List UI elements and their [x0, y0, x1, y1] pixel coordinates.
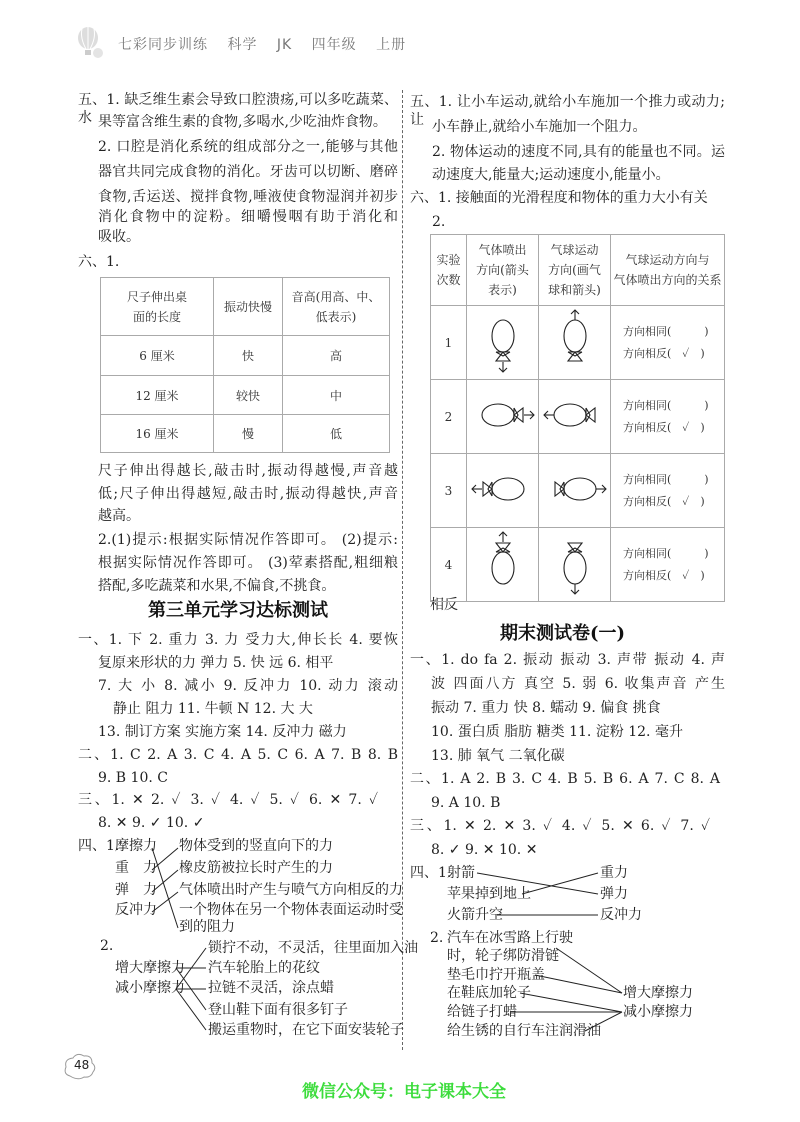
page-number: 48 [74, 1058, 90, 1072]
header-line: 方向(画气 [548, 263, 601, 277]
section-label: 2. [430, 930, 444, 946]
same-direction-option: 方向相同( ) [623, 546, 709, 560]
edition: JK [276, 37, 293, 53]
match-left-item: 给链子打蜡 [447, 1004, 517, 1020]
gas-direction-diagram-icon [468, 454, 538, 524]
answer-line: 五、1. 让小车运动,就给小车施加一个推力或动力;让 [410, 94, 725, 128]
grade: 四年级 [311, 37, 357, 53]
table-row: 16 厘米 慢 低 [101, 415, 390, 453]
answer-line: 动速度大,能量大;运动速度小,能量小。 [432, 167, 670, 183]
match-right-item: 增大摩擦力 [623, 985, 693, 1001]
match-left-item: 时，轮子绑防滑链 [447, 948, 559, 964]
answer-line: 六、1. 接触面的光滑程度和物体的重力大小有关 [410, 190, 708, 206]
table-row [431, 454, 725, 528]
answer-line: 13. 肺 氧气 二氧化碳 [431, 748, 565, 764]
header-line: 音高(用高、中、 [291, 289, 381, 304]
match-line [535, 975, 622, 993]
unit-test-title: 第三单元学习达标测试 [148, 600, 328, 621]
table-row: 6 厘米 快 高 [101, 336, 390, 376]
match-line [556, 948, 622, 993]
answer-line: 2. [432, 214, 446, 230]
match-left-item: 摩擦力 [115, 838, 157, 854]
answer-line: 2.(1)提示:根据实际情况作答即可。 (2)提示: [98, 532, 398, 548]
match-left-item: 重 力 [115, 860, 157, 876]
answer-line: 9. B 10. C [98, 770, 168, 786]
section-label: 2. [100, 938, 114, 954]
header-line: 尺子伸出桌 [126, 289, 187, 304]
gas-direction-cell [467, 528, 539, 602]
header-line: 气球运动方向与 [625, 253, 710, 267]
answer-line: 三、1. ✕ 2. ✓ 3. ✓ 4. ✓ 5. ✓ 6. ✕ 7. ✓ [78, 792, 378, 808]
answer-line: 小车静止,就给小车施加一个阻力。 [432, 119, 647, 135]
same-direction-option: 方向相同( ) [623, 324, 709, 338]
header-line: 球和箭头) [548, 283, 601, 297]
same-direction-option: 方向相同( ) [623, 472, 709, 486]
answer-line: 尺子伸出得越长,敲击时,振动得越慢,声音越 [98, 463, 398, 479]
final-exam-title: 期末测试卷(一) [500, 623, 626, 644]
answer-line: 一、1. do fa 2. 振动 振动 3. 声带 振动 4. 声 [410, 652, 725, 668]
header-line: 方向(箭头 [476, 263, 529, 277]
header-line: 气体喷出方向的关系 [613, 273, 722, 287]
answer-line: 复原来形状的力 弹力 5. 快 远 6. 相平 [98, 655, 334, 671]
match-left-item: 垫毛巾拧开瓶盖 [447, 967, 545, 983]
match-right-item: 橡皮筋被拉长时产生的力 [179, 860, 333, 876]
answer-line: 13. 制订方案 实施方案 14. 反冲力 磁力 [98, 724, 347, 740]
match-right-item: 汽车轮胎上的花纹 [208, 960, 320, 976]
trial-number: 3 [431, 454, 467, 528]
answer-line: 果等富含维生素的食物,多喝水,少吃油炸食物。 [98, 114, 387, 130]
answer-line: 8. ✕ 9. ✓ 10. ✓ [98, 815, 205, 831]
match-left-item: 在鞋底加轮子 [447, 985, 531, 1001]
opposite-direction-option: 方向相反( ✓ ) [623, 420, 705, 434]
answer-line: 8. ✓ 9. ✕ 10. ✕ [431, 842, 538, 858]
table-row [431, 528, 725, 602]
match-right-item: 减小摩擦力 [623, 1004, 693, 1020]
answer-line: 五、1. 缺乏维生素会导致口腔溃疡,可以多吃蔬菜、水 [78, 92, 398, 126]
opposite-direction-option: 方向相反( ✓ ) [623, 494, 705, 508]
answer-line: 食物,舌运送、搅拌食物,唾液使食物湿润并初步 [98, 189, 398, 205]
trial-number: 4 [431, 528, 467, 602]
answer-line: 10. 蛋白质 脂肪 糖类 11. 淀粉 12. 毫升 [431, 724, 683, 740]
table-header [101, 278, 214, 336]
match-right-item: 登山鞋下面有很多钉子 [208, 1002, 348, 1018]
balloon-motion-diagram-icon [540, 306, 610, 376]
answer-line: 2. 物体运动的速度不同,具有的能量也不同。运 [432, 144, 725, 160]
match-left-item: 火箭升空 [447, 907, 503, 923]
match-right-item: 拉链不灵活，涂点蜡 [208, 980, 334, 996]
section-label: 四、1. [78, 838, 120, 854]
match-left-item: 射箭 [447, 865, 475, 881]
opposite-direction-option: 方向相反( ✓ ) [623, 346, 705, 360]
answer-line: 器官共同完成食物的消化。牙齿可以切断、磨碎 [98, 164, 398, 180]
header-logo-icon [76, 26, 106, 64]
table-row: 12 厘米 较快 中 [101, 376, 390, 415]
section-label: 六、1. [78, 254, 120, 270]
match-left-item: 给生锈的自行车注润滑油 [447, 1023, 601, 1039]
table-header [431, 235, 467, 306]
match-right-item: 重力 [600, 865, 628, 881]
page-number-badge [62, 1050, 102, 1082]
balloon-motion-cell [539, 454, 611, 528]
table-header [611, 235, 725, 306]
volume: 上册 [376, 37, 407, 53]
balloon-motion-cell [539, 528, 611, 602]
match-left-item: 弹 力 [115, 882, 157, 898]
header-line: 低表示) [315, 309, 357, 324]
balloon-experiment-table [430, 234, 725, 602]
balloon-motion-diagram-icon [540, 454, 610, 524]
header-line: 次数 [436, 273, 461, 287]
answer-line: 低;尺子伸出得越短,敲击时,振动得越快,声音 [98, 486, 398, 502]
relation-cell [611, 454, 725, 528]
match-right-item: 物体受到的竖直向下的力 [179, 838, 333, 854]
table-header [539, 235, 611, 306]
balloon-motion-cell [539, 380, 611, 454]
match-right-item: 锁拧不动，不灵活，往里面加入油 [208, 940, 418, 956]
trial-number: 2 [431, 380, 467, 454]
match-left-item: 反冲力 [115, 902, 157, 918]
answer-line: 消化食物中的淀粉。细嚼慢咽有助于消化和 [98, 209, 398, 225]
answer-line: 一、1. 下 2. 重力 3. 力 受力大,伸长长 4. 要恢 [78, 632, 398, 648]
gas-direction-diagram-icon [468, 380, 538, 450]
series-name: 七彩同步训练 [118, 37, 208, 53]
header-line: 面的长度 [132, 309, 181, 324]
answer-line: 三、1. ✕ 2. ✕ 3. ✓ 4. ✓ 5. ✕ 6. ✓ 7. ✓ [410, 818, 710, 834]
match-left-item: 增大摩擦力 [115, 960, 185, 976]
section-label: 四、1. [410, 865, 452, 881]
balloon-motion-diagram-icon [540, 528, 610, 598]
header-line: 气体喷出 [478, 243, 527, 257]
answer-line: 越高。 [98, 508, 140, 524]
trial-number: 1 [431, 306, 467, 380]
header-line: 表示) [488, 283, 517, 297]
answer-line: 振动 7. 重力 快 8. 蠕动 9. 偏食 挑食 [431, 700, 661, 716]
header-line: 气球运动 [550, 243, 599, 257]
balloon-motion-cell [539, 306, 611, 380]
gas-direction-cell [467, 306, 539, 380]
gas-direction-diagram-icon [468, 306, 538, 376]
table-header [214, 278, 283, 336]
match-left-item: 减小摩擦力 [115, 980, 185, 996]
match-left-item: 汽车在冰雪路上行驶 [447, 930, 573, 946]
answer-line: 9. A 10. B [431, 795, 501, 811]
conclusion-text: 相反 [430, 597, 458, 613]
gas-direction-cell [467, 454, 539, 528]
table-header [467, 235, 539, 306]
match-line [522, 873, 598, 894]
table-row [431, 306, 725, 380]
header-line: 实验 [436, 253, 461, 267]
answer-line: 静止 阻力 11. 牛顿 N 12. 大 大 [113, 701, 313, 717]
opposite-direction-option: 方向相反( ✓ ) [623, 568, 705, 582]
relation-cell [611, 528, 725, 602]
match-right-item: 到的阻力 [179, 919, 235, 935]
watermark: 微信公众号：电子课本大全 [302, 1082, 506, 1102]
match-right-item: 气体喷出时产生与喷气方向相反的力 [179, 882, 403, 898]
subject: 科学 [227, 37, 258, 53]
match-right-item: 搬运重物时，在它下面安装轮子 [208, 1022, 404, 1038]
header-line: 振动快慢 [223, 299, 272, 314]
relation-cell [611, 380, 725, 454]
answer-line: 吸收。 [98, 229, 140, 245]
match-right-item: 一个物体在另一个物体表面运动时受 [179, 902, 403, 918]
answer-line: 二、1. C 2. A 3. C 4. A 5. C 6. A 7. B 8. B [78, 747, 398, 763]
gas-direction-diagram-icon [468, 528, 538, 598]
answer-line: 二、1. A 2. B 3. C 4. B 5. B 6. A 7. C 8. A [410, 771, 720, 787]
match-left-item: 苹果掉到地上 [447, 886, 531, 902]
answer-line: 搭配,多吃蔬菜和水果,不偏食,不挑食。 [98, 578, 336, 594]
match-line [520, 993, 622, 1012]
gas-direction-cell [467, 380, 539, 454]
match-right-item: 弹力 [600, 886, 628, 902]
table-row [431, 380, 725, 454]
answer-line: 7. 大 小 8. 减小 9. 反冲力 10. 动力 滚动 [98, 678, 398, 694]
answer-line: 波 四面八方 真空 5. 弱 6. 收集声音 产生 [431, 676, 725, 692]
same-direction-option: 方向相同( ) [623, 398, 709, 412]
relation-cell [611, 306, 725, 380]
ruler-vibration-table [100, 277, 390, 453]
answer-line: 根据实际情况作答即可。 (3)荤素搭配,粗细粮 [98, 555, 398, 571]
balloon-motion-diagram-icon [540, 380, 610, 450]
answer-line: 2. 口腔是消化系统的组成部分之一,能够与其他 [98, 139, 398, 155]
page-header [118, 34, 420, 54]
table-header [283, 278, 390, 336]
match-right-item: 反冲力 [600, 907, 642, 923]
